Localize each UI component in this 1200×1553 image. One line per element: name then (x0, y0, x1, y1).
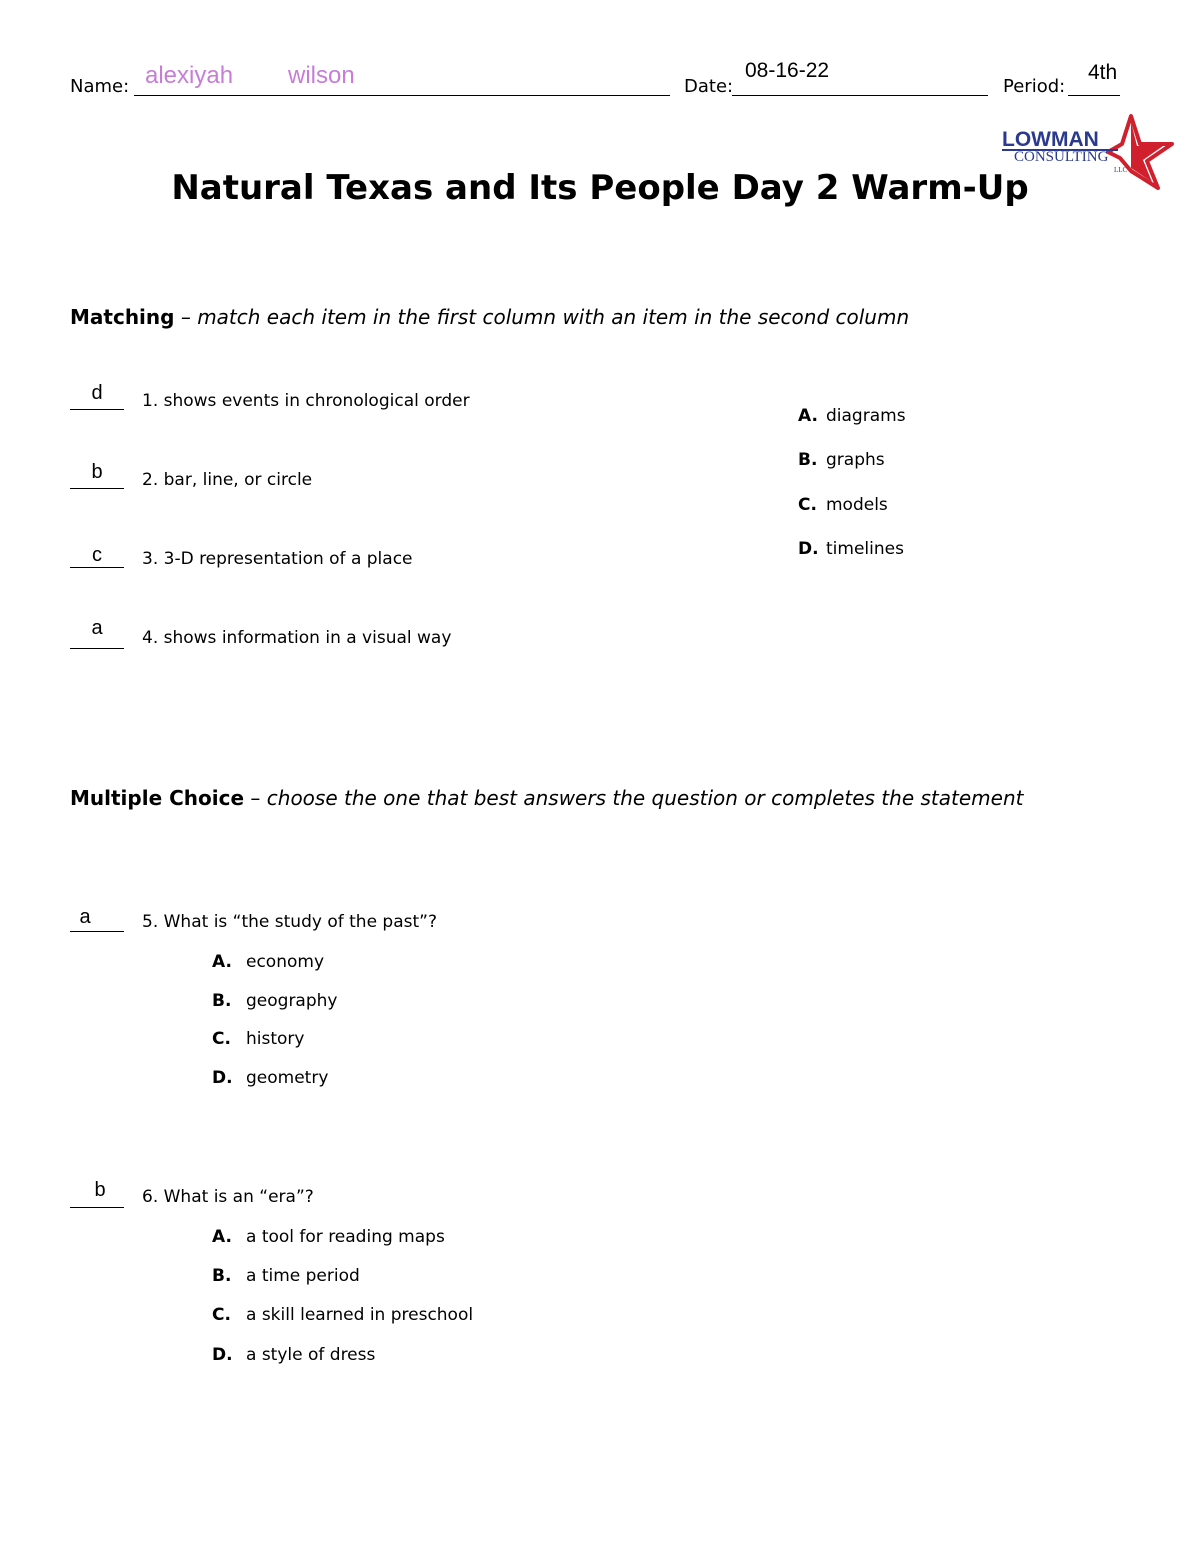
option-text: diagrams (826, 406, 906, 426)
option-letter: A. (798, 406, 818, 426)
answer-value: a (79, 906, 91, 928)
option-text: a skill learned in preschool (246, 1305, 474, 1325)
period-value: 4th (1088, 61, 1118, 84)
option-text: a time period (246, 1266, 360, 1286)
option-text: a style of dress (246, 1345, 376, 1365)
option-text: a tool for reading maps (246, 1227, 445, 1247)
date-value: 08-16-22 (745, 59, 830, 82)
answer-value: b (91, 461, 103, 483)
answer-value: a (91, 617, 103, 639)
page-title: Natural Texas and Its People Day 2 Warm-Up (171, 168, 1029, 208)
option-text: geography (246, 991, 338, 1011)
option-letter: B. (798, 450, 818, 470)
option-text: history (246, 1029, 305, 1049)
multiple-choice-heading-label: Multiple Choice (70, 786, 245, 810)
last-name-value: wilson (288, 62, 355, 89)
option-letter: A. (212, 952, 232, 972)
answer-value: d (91, 382, 103, 404)
option-letter: D. (212, 1068, 233, 1088)
option-text: economy (246, 952, 325, 972)
question-text: 6. What is an “era”? (142, 1187, 314, 1207)
option-letter: B. (212, 1266, 232, 1286)
answer-blank[interactable] (70, 648, 124, 649)
multiple-choice-instruction: choose the one that best answers the question or completes the statement (266, 786, 1024, 810)
option-text: models (826, 495, 888, 515)
option-letter: B. (212, 991, 232, 1011)
option-text: timelines (826, 539, 904, 559)
option-text: graphs (826, 450, 885, 470)
logo-text-llc: LLC (1114, 166, 1128, 174)
choice-option (212, 1029, 304, 1049)
multiple-choice-heading (70, 786, 1023, 810)
choice-option (212, 1266, 360, 1286)
option-letter: D. (798, 539, 819, 559)
name-label: Name: (70, 76, 130, 97)
question-text: 5. What is “the study of the past”? (142, 912, 437, 932)
answer-blank[interactable] (70, 567, 124, 568)
period-field[interactable] (1068, 95, 1120, 96)
first-name-value: alexiyah (145, 62, 234, 89)
option-letter: C. (212, 1029, 231, 1049)
period-label: Period: (1003, 76, 1066, 97)
matching-item-text: 4. shows information in a visual way (142, 628, 452, 648)
choice-option (212, 991, 337, 1011)
option-letter: C. (212, 1305, 231, 1325)
matching-option (798, 450, 885, 470)
matching-option (798, 406, 906, 426)
date-label: Date: (684, 76, 734, 97)
logo-text-lowman: LOWMAN (1002, 128, 1099, 151)
choice-option (212, 1227, 445, 1247)
matching-heading (70, 305, 909, 329)
matching-option (798, 539, 904, 559)
matching-item-text: 2. bar, line, or circle (142, 470, 313, 490)
matching-dash: – (180, 305, 191, 329)
option-letter: C. (798, 495, 817, 515)
option-text: geometry (246, 1068, 329, 1088)
choice-option (212, 952, 324, 972)
date-field[interactable] (732, 95, 988, 96)
answer-blank[interactable] (70, 1207, 124, 1208)
answer-value: c (92, 544, 102, 566)
answer-blank[interactable] (70, 488, 124, 489)
answer-blank[interactable] (70, 931, 124, 932)
matching-item-text: 1. shows events in chronological order (142, 391, 470, 411)
choice-option (212, 1345, 375, 1365)
choice-option (212, 1305, 473, 1325)
option-letter: A. (212, 1227, 232, 1247)
logo-text-consulting: CONSULTING (1014, 149, 1109, 165)
option-letter: D. (212, 1345, 233, 1365)
answer-value: b (94, 1179, 106, 1201)
answer-blank[interactable] (70, 409, 124, 410)
matching-item-text: 3. 3-D representation of a place (142, 549, 413, 569)
choice-option (212, 1068, 328, 1088)
matching-instruction: match each item in the first column with an item in the second column (197, 305, 910, 329)
matching-heading-label: Matching (70, 305, 175, 329)
name-field[interactable] (134, 95, 670, 96)
matching-option (798, 495, 888, 515)
multiple-choice-dash: – (250, 786, 261, 810)
